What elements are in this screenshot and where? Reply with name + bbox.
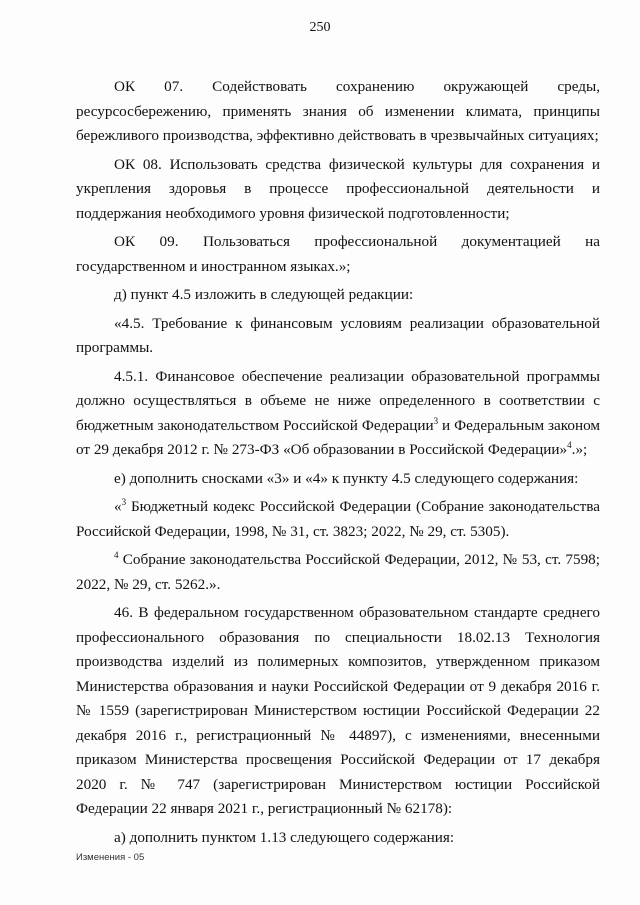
footnote-3-text: Бюджетный кодекс Российской Федерации (Собрание законодательства Российской Федерации, 1998, № 31, ст. 3823; 2022, № 29, ст. 5305). <box>76 498 600 540</box>
document-body <box>76 75 600 854</box>
footnote-4-mark: 4 <box>114 550 119 560</box>
footnote-3-quote: « <box>114 498 122 515</box>
paragraph-item-a: а) дополнить пунктом 1.13 следующего содержания: <box>114 828 455 846</box>
paragraph-item-d: д) пункт 4.5 изложить в следующей редакции: <box>114 286 414 303</box>
paragraph-item-e: е) дополнить сносками «3» и «4» к пункту 4.5 следующего содержания: <box>114 469 579 487</box>
footnote-3-mark: 3 <box>121 497 127 507</box>
page-number: 250 <box>309 20 331 35</box>
paragraph-4-5-1-text-b: и Федеральным законом от 29 декабря 2012 г. № 273-ФЗ «Об образовании в Российской Федерации» <box>76 416 600 458</box>
footer-label: Изменения - 05 <box>76 852 145 863</box>
paragraph-46: 46. В федеральном государственном образовательном стандарте среднего профессионального образования по специальности 18.02.13 Технология производства изделий из полимерных композитов, утвержденном приказом Министерства образования и науки Российской Федерации от 9 декабря 2016 г. № 1559 (зарегистрирован Министерством юстиции Российской Федерации 22 декабря 2016 г., регистрационный № 44897), с изменениями, внесенными приказом Министерства просвещения Российской Федерации от 17 декабря 2020 г. № 747 (зарегистрирован Министерством юстиции Российской Федерации 22 января 2021 г., регистрационный № 62178): <box>76 604 600 817</box>
paragraph-4-5-1-text-c: .»; <box>571 441 588 458</box>
paragraph-ok07: ОК 07. Содействовать сохранению окружающей среды, ресурсосбережению, применять знания об изменении климата, принципы бережливого производства, эффективно действовать в чрезвычайных ситуациях; <box>76 78 600 144</box>
footnote-4-text: Собрание законодательства Российской Федерации, 2012, № 53, ст. 7598; 2022, № 29, ст. 5262.». <box>76 551 600 593</box>
footnote-4 <box>76 548 600 597</box>
paragraph-4-5-1-text-a: 4.5.1. Финансовое обеспечение реализации образовательной программы должно осуществляться в объеме не ниже определенного в соответствии с бюджетным законодательством Российской Федерации <box>76 367 600 434</box>
paragraph-4-5-1 <box>76 365 600 463</box>
paragraph-ok08: ОК 08. Использовать средства физической культуры для сохранения и укрепления здоровья в процессе профессиональной деятельности и поддержания необходимого уровня физической подготовленности; <box>76 155 600 222</box>
paragraph-4-5: «4.5. Требование к финансовым условиям реализации образовательной программы. <box>76 314 600 356</box>
footnote-3 <box>76 495 600 544</box>
footnote-ref-4: 4 <box>567 440 572 450</box>
paragraph-ok09: ОК 09. Пользоваться профессиональной документацией на государственном и иностранном языках.»; <box>76 233 600 275</box>
footnote-ref-3: 3 <box>433 415 439 426</box>
